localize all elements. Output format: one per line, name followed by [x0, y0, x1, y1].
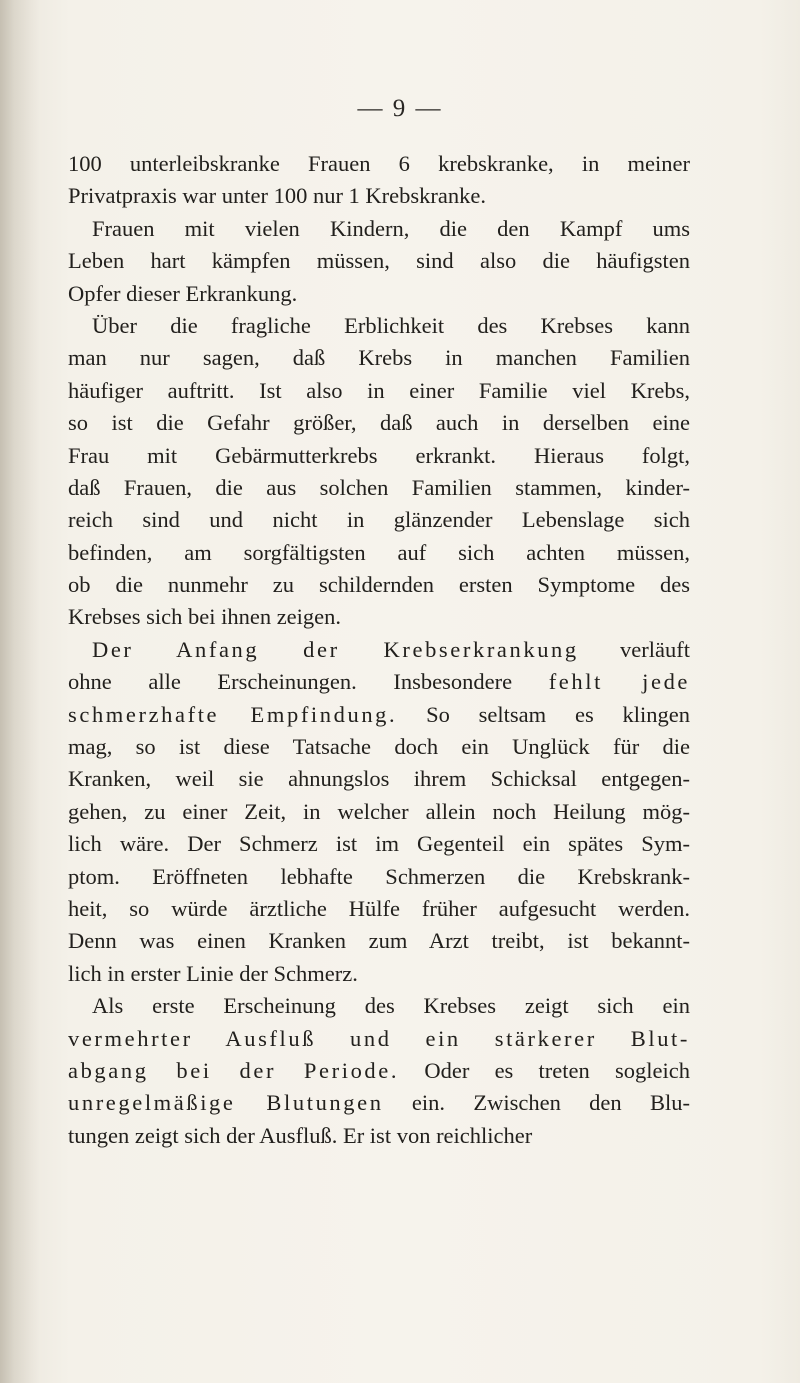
text-line: 100 unterleibskranke Frauen 6 krebskranke, in meiner	[68, 151, 690, 176]
text-run: ein. Zwischen den Blu-	[383, 1090, 690, 1116]
text-line	[68, 1087, 690, 1119]
text-line: tungen zeigt sich der Ausfluß. Er ist von reichlicher	[68, 1122, 533, 1148]
emphasized-text: schmerzhafte Empfindung.	[68, 701, 398, 727]
text-run: So seltsam es klingen	[397, 701, 690, 727]
emphasized-text: unregelmäßige Blutungen	[68, 1090, 384, 1116]
emphasized-text: Der Anfang der Krebserkrankung	[92, 636, 579, 662]
text-run: verläuft	[578, 636, 690, 662]
text-line: gehen, zu einer Zeit, in welcher allein noch Heilung mög-	[68, 798, 690, 824]
text-line: Über die fragliche Erblichkeit des Krebses kann	[92, 312, 690, 338]
text-line	[68, 666, 690, 698]
text-line	[68, 634, 690, 666]
emphasized-text: fehlt jede	[548, 669, 690, 695]
binding-shadow	[0, 0, 40, 1383]
text-line: Privatpraxis war unter 100 nur 1 Krebskranke.	[68, 183, 487, 209]
text-line	[68, 699, 690, 731]
text-line: häufiger auftritt. Ist also in einer Familie viel Krebs,	[68, 377, 690, 403]
text-line: Frauen mit vielen Kindern, die den Kampf ums	[92, 215, 690, 241]
text-line: daß Frauen, die aus solchen Familien stammen, kinder-	[68, 474, 690, 500]
text-line: mag, so ist diese Tatsache doch ein Unglück für die	[68, 734, 690, 760]
text-line	[68, 1055, 690, 1087]
text-line: Kranken, weil sie ahnungslos ihrem Schicksal entgegen-	[68, 766, 690, 792]
text-line: man nur sagen, daß Krebs in manchen Familien	[68, 345, 690, 371]
text-line: Opfer dieser Erkrankung.	[68, 280, 298, 306]
text-line: ptom. Eröffneten lebhafte Schmerzen die Krebskrank-	[68, 863, 690, 889]
text-line: reich sind und nicht in glänzender Lebenslage sich	[68, 507, 690, 533]
text-line: so ist die Gefahr größer, daß auch in derselben eine	[68, 410, 690, 436]
emphasized-text: vermehrter Ausfluß und ein stärkerer Blut-	[68, 1025, 690, 1051]
text-line: befinden, am sorgfältigsten auf sich achten müssen,	[68, 539, 690, 565]
body-text	[68, 148, 690, 1152]
text-run: ohne alle Erscheinungen. Insbesondere	[68, 669, 549, 695]
text-run: Oder es treten sogleich	[399, 1057, 690, 1083]
text-line: Denn was einen Kranken zum Arzt treibt, ist bekannt-	[68, 928, 690, 954]
text-line	[68, 1023, 690, 1055]
page-number: — 9 —	[357, 95, 443, 122]
text-line: heit, so würde ärztliche Hülfe früher aufgesucht werden.	[68, 895, 690, 921]
text-line: lich wäre. Der Schmerz ist im Gegenteil ein spätes Sym-	[68, 831, 690, 857]
text-line: Leben hart kämpfen müssen, sind also die häufigsten	[68, 248, 690, 274]
text-line: Krebses sich bei ihnen zeigen.	[68, 604, 342, 630]
text-line: lich in erster Linie der Schmerz.	[68, 960, 358, 986]
emphasized-text: abgang bei der Periode.	[68, 1057, 400, 1083]
text-line: ob die nunmehr zu schildernden ersten Symptome des	[68, 572, 690, 598]
text-line: Frau mit Gebärmutterkrebs erkrankt. Hieraus folgt,	[68, 442, 690, 468]
text-line: Als erste Erscheinung des Krebses zeigt sich ein	[92, 993, 690, 1019]
